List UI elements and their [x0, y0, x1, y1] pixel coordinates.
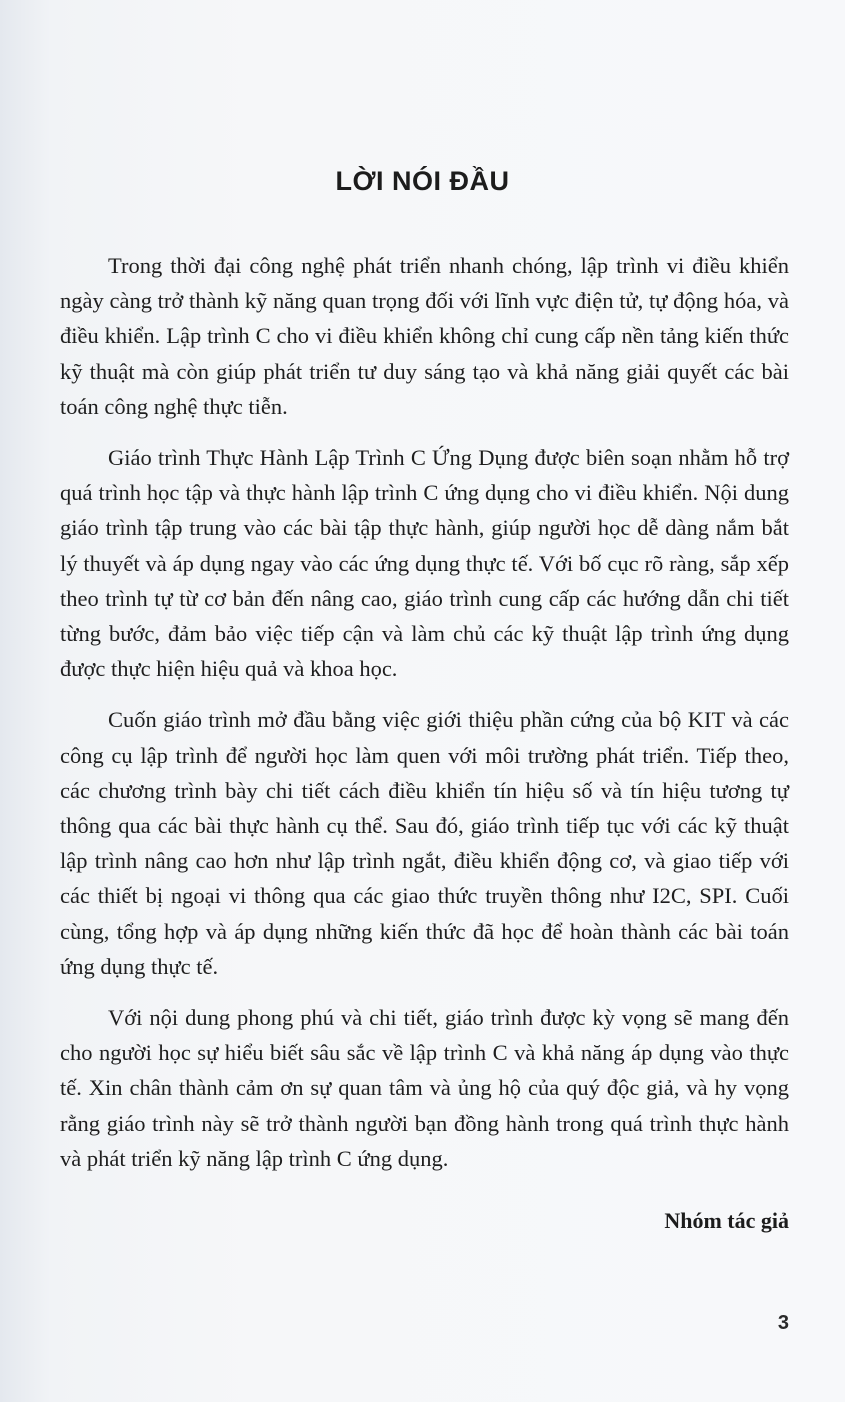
paragraph-1: Trong thời đại công nghệ phát triển nhanh chóng, lập trình vi điều khiển ngày càng trở thành kỹ năng quan trọng đối với lĩnh vực điện tử, tự động hóa, và điều khiển. Lập trình C cho vi điều khiển không chỉ cung cấp nền tảng kiến thức kỹ thuật mà còn giúp phát triển tư duy sáng tạo và khả năng giải quyết các bài toán công nghệ thực tiễn.: [60, 253, 789, 419]
author-signature: Nhóm tác giả: [664, 1208, 789, 1233]
paragraph-2: Giáo trình Thực Hành Lập Trình C Ứng Dụng được biên soạn nhằm hỗ trợ quá trình học tập và thực hành lập trình C ứng dụng cho vi điều khiển. Nội dung giáo trình tập trung vào các bài tập thực hành, giúp người học dễ dàng nắm bắt lý thuyết và áp dụng ngay vào các ứng dụng thực tế. Với bố cục rõ ràng, sắp xếp theo trình tự từ cơ bản đến nâng cao, giáo trình cung cấp các hướng dẫn chi tiết từng bước, đảm bảo việc tiếp cận và làm chủ các kỹ thuật lập trình ứng dụng được thực hiện hiệu quả và khoa học.: [60, 445, 789, 682]
page-number: 3: [777, 1312, 789, 1334]
preface-body: [60, 248, 789, 1192]
paragraph-3: Cuốn giáo trình mở đầu bằng việc giới thiệu phần cứng của bộ KIT và các công cụ lập trình để người học làm quen với môi trường phát triển. Tiếp theo, các chương trình bày chi tiết cách điều khiển tín hiệu số và tín hiệu tương tự thông qua các bài thực hành cụ thể. Sau đó, giáo trình tiếp tục với các kỹ thuật lập trình nâng cao hơn như lập trình ngắt, điều khiển động cơ, và giao tiếp với các thiết bị ngoại vi thông qua các giao thức truyền thông như I2C, SPI. Cuối cùng, tổng hợp và áp dụng những kiến thức đã học để hoàn thành các bài toán ứng dụng thực tế.: [60, 707, 789, 979]
paragraph-4: Với nội dung phong phú và chi tiết, giáo trình được kỳ vọng sẽ mang đến cho người học sự hiểu biết sâu sắc về lập trình C và khả năng áp dụng vào thực tế. Xin chân thành cảm ơn sự quan tâm và ủng hộ của quý độc giả, và hy vọng rằng giáo trình này sẽ trở thành người bạn đồng hành trong quá trình thực hành và phát triển kỹ năng lập trình C ứng dụng.: [60, 1005, 789, 1171]
page-title: LỜI NÓI ĐẦU: [335, 166, 510, 196]
